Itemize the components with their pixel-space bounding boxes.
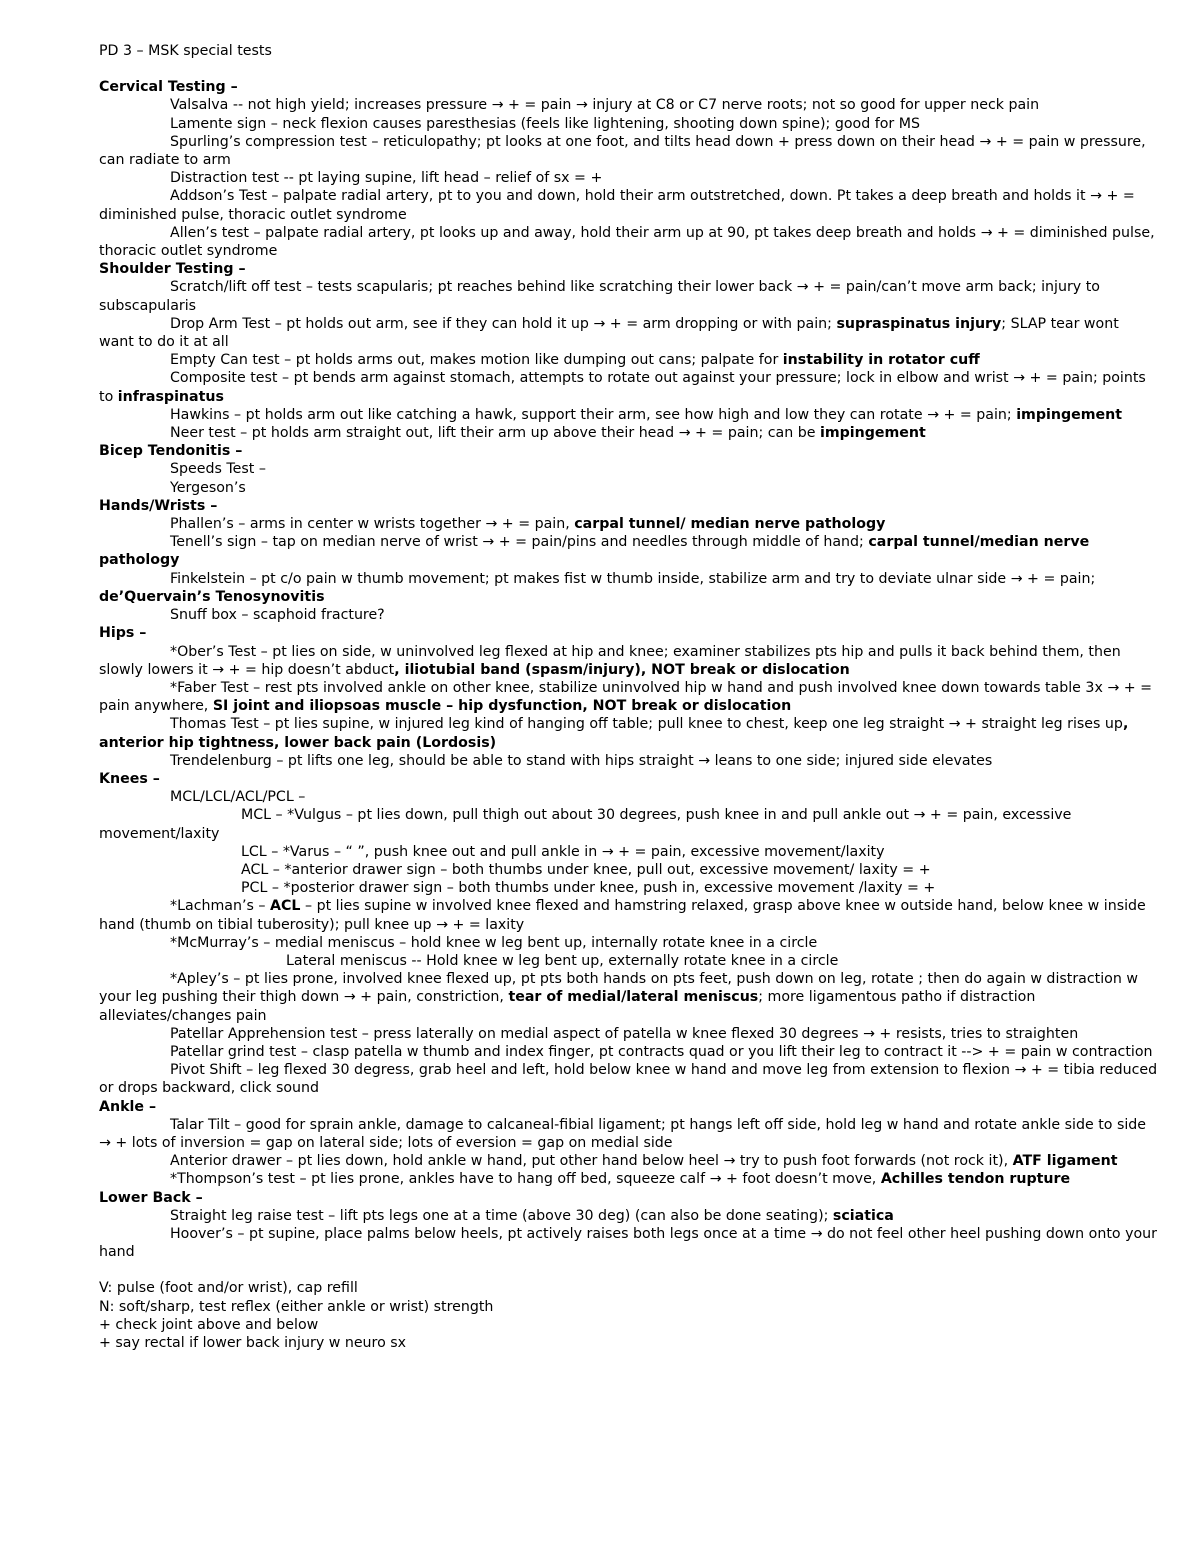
section	[99, 624, 1158, 770]
test-entry	[99, 1025, 1158, 1043]
test-entry	[99, 406, 1158, 424]
test-entry	[99, 788, 1158, 806]
section	[99, 78, 1158, 260]
entry-text: – pt lies supine w involved knee flexed and hamstring relaxed, grasp above knee w outside hand, below knee w inside hand (thumb on tibial tuberosity); pull knee up → + = laxity	[99, 898, 1146, 933]
entry-text: Straight leg raise test – lift pts legs one at a time (above 30 deg) (can also be done seating);	[170, 1207, 833, 1224]
section	[99, 770, 1158, 1098]
section	[99, 260, 1158, 442]
entry-text: Distraction test -- pt laying supine, lift head – relief of sx = +	[170, 170, 603, 187]
emphasis-text: instability in rotator cuff	[782, 352, 980, 369]
entry-text: *Lachman’s –	[170, 898, 271, 915]
emphasis-text: de’Quervain’s Tenosynovitis	[99, 588, 325, 605]
entry-text: Lamente sign – neck flexion causes paresthesias (feels like lightening, shooting down spine); good for MS	[170, 115, 920, 132]
entry-text: Hoover’s – pt supine, place palms below heels, pt actively raises both legs once at a time → do not feel other heel pushing down onto your hand	[99, 1226, 1157, 1261]
test-entry	[99, 1207, 1158, 1225]
section-heading: Hips –	[99, 625, 147, 642]
test-entry	[99, 278, 1158, 314]
emphasis-text: ACL	[270, 898, 301, 915]
entry-text: Valsalva -- not high yield; increases pressure → + = pain → injury at C8 or C7 nerve roots; not so good for upper neck pain	[170, 97, 1040, 114]
emphasis-text: Achilles tendon rupture	[880, 1171, 1071, 1188]
emphasis-text: , iliotubial band (spasm/injury), NOT break or dislocation	[394, 661, 850, 678]
section-heading: Bicep Tendonitis –	[99, 443, 243, 460]
entry-text: *Faber Test – rest pts involved ankle on other knee, stabilize uninvolved hip w hand and push involved knee down towards table 3x → + = pain anywhere,	[99, 679, 1153, 715]
test-entry	[99, 679, 1158, 715]
emphasis-text: carpal tunnel/ median nerve pathology	[574, 516, 886, 533]
entry-text: Addson’s Test – palpate radial artery, pt to you and down, hold their arm outstretched, down. Pt takes a deep breath and holds it → + = diminished pulse, thoracic outlet syndrome	[99, 188, 1135, 223]
emphasis-text: ATF ligament	[1012, 1153, 1118, 1170]
emphasis-text: impingement	[819, 425, 926, 442]
emphasis-text: carpal tunnel/median nerve pathology	[99, 534, 1090, 569]
test-entry	[99, 606, 1158, 624]
test-entry	[99, 843, 1158, 861]
test-entry	[99, 169, 1158, 187]
entry-text: Allen’s test – palpate radial artery, pt looks up and away, hold their arm up at 90, pt takes deep breath and holds → + = diminished pulse, thoracic outlet syndrome	[99, 224, 1155, 260]
entry-text: Patellar Apprehension test – press laterally on medial aspect of patella w knee flexed 30 degrees → + resists, tries to straighten	[170, 1025, 1079, 1042]
section-heading: Hands/Wrists –	[99, 497, 218, 514]
entry-text: Yergeson’s	[170, 479, 246, 496]
test-entry	[99, 315, 1158, 351]
test-entry	[99, 479, 1158, 497]
emphasis-text: impingement	[1016, 406, 1123, 423]
entry-text: Talar Tilt – good for sprain ankle, damage to calcaneal-fibial ligament; pt hangs left off side, hold leg w hand and rotate ankle side to side → + lots of inversion = gap on lateral side; lots of eversion = gap on medial side	[99, 1116, 1147, 1151]
entry-text: Speeds Test –	[170, 461, 266, 478]
test-entry	[99, 1225, 1158, 1261]
section-heading: Cervical Testing –	[99, 79, 238, 96]
entry-text: Empty Can test – pt holds arms out, makes motion like dumping out cans; palpate for	[170, 352, 783, 369]
entry-text: ; SLAP tear wont want to do it at all	[99, 315, 1119, 351]
section-heading: Lower Back –	[99, 1189, 203, 1206]
entry-text: MCL/LCL/ACL/PCL –	[170, 789, 306, 806]
entry-text: Anterior drawer – pt lies down, hold ankle w hand, put other hand below heel → try to push foot forwards (not rock it),	[170, 1153, 1013, 1170]
test-entry	[99, 187, 1158, 223]
test-entry	[99, 1061, 1158, 1097]
section-heading: Ankle –	[99, 1098, 157, 1115]
entry-text: Lateral meniscus -- Hold knee w leg bent up, externally rotate knee in a circle	[286, 952, 839, 969]
footer-line: N: soft/sharp, test reflex (either ankle or wrist) strength	[99, 1298, 494, 1315]
test-entry	[99, 970, 1158, 1025]
test-entry	[99, 424, 1158, 442]
test-entry	[99, 460, 1158, 478]
emphasis-text: SI joint and iliopsoas muscle – hip dysfunction, NOT break or dislocation	[212, 698, 792, 715]
test-entry	[99, 133, 1158, 169]
test-entry	[99, 96, 1158, 114]
emphasis-text: infraspinatus	[117, 388, 224, 405]
emphasis-text: sciatica	[832, 1207, 894, 1224]
emphasis-text: , anterior hip tightness, lower back pain (Lordosis)	[99, 716, 1129, 751]
emphasis-text: tear of medial/lateral meniscus	[508, 989, 759, 1006]
entry-text: Composite test – pt bends arm against stomach, attempts to rotate out against your pressure; lock in elbow and wrist → + = pain; points to	[99, 370, 1146, 405]
test-entry	[99, 115, 1158, 133]
entry-text: *McMurray’s – medial meniscus – hold knee w leg bent up, internally rotate knee in a circle	[170, 934, 818, 951]
entry-text: Pivot Shift – leg flexed 30 degress, grab heel and left, hold below knee w hand and move leg from extension to flexion → + = tibia reduced or drops backward, click sound	[99, 1062, 1158, 1097]
test-entry	[99, 752, 1158, 770]
test-entry	[99, 806, 1158, 842]
test-entry	[99, 1116, 1158, 1152]
test-entry	[99, 934, 1158, 952]
test-entry	[99, 1043, 1158, 1061]
test-entry	[99, 369, 1158, 405]
test-entry	[99, 1152, 1158, 1170]
entry-text: *Thompson’s test – pt lies prone, ankles have to hang off bed, squeeze calf → + foot doesn’t move,	[170, 1171, 881, 1188]
entry-text: Tenell’s sign – tap on median nerve of wrist → + = pain/pins and needles through middle of hand;	[170, 534, 869, 551]
section	[99, 497, 1158, 624]
spacer	[99, 1261, 1158, 1279]
test-entry	[99, 861, 1158, 879]
section	[99, 442, 1158, 497]
footer-line: + check joint above and below	[99, 1316, 319, 1333]
entry-text: Patellar grind test – clasp patella w thumb and index finger, pt contracts quad or you lift their leg to contract it --> + = pain w contraction	[170, 1043, 1153, 1060]
entry-text: *Ober’s Test – pt lies on side, w uninvolved leg flexed at hip and knee; examiner stabilizes pts hip and pulls it back behind them, then slowly lowers it → + = hip doesn’t abduct	[99, 643, 1121, 678]
test-entry	[99, 952, 1158, 970]
footer-line: V: pulse (foot and/or wrist), cap refill	[99, 1280, 358, 1297]
test-entry	[99, 533, 1158, 569]
entry-text: Trendelenburg – pt lifts one leg, should be able to stand with hips straight → leans to one side; injured side elevates	[170, 752, 993, 769]
entry-text: Neer test – pt holds arm straight out, lift their arm up above their head → + = pain; can be	[170, 425, 820, 442]
entry-text: MCL – *Vulgus – pt lies down, pull thigh out about 30 degrees, push knee in and pull ankle out → + = pain, excessive movement/laxity	[99, 807, 1072, 842]
test-entry	[99, 224, 1158, 260]
section	[99, 1098, 1158, 1189]
entry-text: Drop Arm Test – pt holds out arm, see if they can hold it up → + = arm dropping or with pain;	[170, 315, 837, 332]
entry-text: *Apley’s – pt lies prone, involved knee flexed up, pt pts both hands on pts feet, push down on leg, rotate ; then do again w distraction w your leg pushing their thigh down → + pain, constriction,	[99, 971, 1138, 1006]
test-entry	[99, 515, 1158, 533]
entry-text: ACL – *anterior drawer sign – both thumbs under knee, pull out, excessive movement/ laxity = +	[241, 861, 931, 878]
entry-text: Phallen’s – arms in center w wrists together → + = pain,	[170, 516, 575, 533]
footer-notes	[99, 1279, 1158, 1352]
test-entry	[99, 570, 1158, 606]
section-heading: Knees –	[99, 770, 160, 787]
section-heading: Shoulder Testing –	[99, 261, 246, 278]
test-entry	[99, 715, 1158, 751]
sections-container	[99, 78, 1158, 1261]
entry-text: Scratch/lift off test – tests scapularis; pt reaches behind like scratching their lower back → + = pain/can’t move arm back; injury to subscapularis	[99, 279, 1100, 314]
entry-text: PCL – *posterior drawer sign – both thumbs under knee, push in, excessive movement /laxity = +	[241, 880, 936, 897]
footer-line: + say rectal if lower back injury w neuro sx	[99, 1335, 407, 1352]
entry-text: Spurling’s compression test – reticulopathy; pt looks at one foot, and tilts head down + press down on their head → + = pain w pressure, can radiate to arm	[99, 133, 1146, 169]
entry-text: Hawkins – pt holds arm out like catching a hawk, support their arm, see how high and low they can rotate → + = pain;	[170, 406, 1017, 423]
entry-text: Finkelstein – pt c/o pain w thumb movement; pt makes fist w thumb inside, stabilize arm and try to deviate ulnar side → + = pain;	[170, 570, 1096, 587]
entry-text: ; more ligamentous patho if distraction alleviates/changes pain	[99, 989, 1036, 1024]
document-title: PD 3 – MSK special tests	[99, 43, 272, 59]
entry-text: LCL – *Varus – “ ”, push knee out and pull ankle in → + = pain, excessive movement/laxity	[241, 843, 885, 860]
test-entry	[99, 351, 1158, 369]
test-entry	[99, 879, 1158, 897]
test-entry	[99, 897, 1158, 933]
test-entry	[99, 1170, 1158, 1188]
section	[99, 1189, 1158, 1262]
entry-text: Snuff box – scaphoid fracture?	[170, 607, 385, 624]
test-entry	[99, 643, 1158, 679]
entry-text: Thomas Test – pt lies supine, w injured leg kind of hanging off table; pull knee to chest, keep one leg straight → + straight leg rises up	[170, 716, 1123, 733]
emphasis-text: supraspinatus injury	[836, 315, 1002, 332]
